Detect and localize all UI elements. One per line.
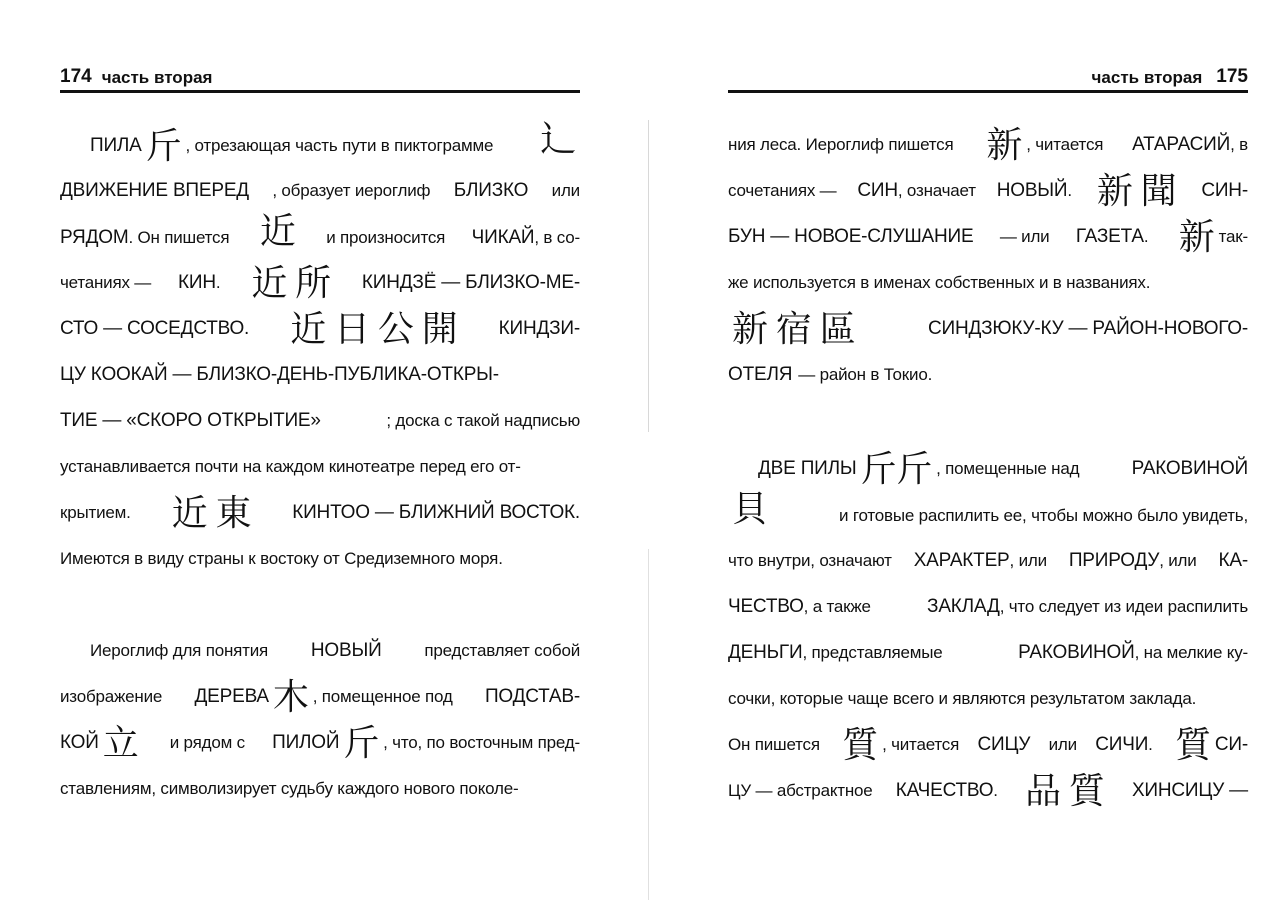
text-line	[60, 766, 580, 812]
text-run: — район в Токио.	[798, 365, 933, 384]
text-line	[60, 260, 580, 306]
term: ПИЛА	[90, 135, 142, 156]
text-run: устанавливается почти на каждом кинотеатре перед его от-	[60, 457, 521, 476]
book-spine	[648, 120, 649, 900]
term: КАЧЕСТВО	[895, 780, 994, 801]
text-run: ЦУ — абстрактное	[728, 781, 873, 800]
text-line	[60, 211, 580, 260]
text-run: четаниях —	[60, 273, 152, 292]
term: ОТЕЛЯ	[728, 364, 793, 385]
kanji: 質	[842, 724, 879, 766]
text-run: , образует иероглиф	[272, 181, 431, 200]
term: КИНДЗЁ — БЛИЗКО-МЕ-	[361, 272, 580, 293]
text-run: , на мелкие ку-	[1134, 643, 1248, 662]
kanji: 斤	[145, 125, 182, 167]
term: ДЕНЬГИ	[728, 642, 803, 663]
term: КИНТОО — БЛИЖНИЙ ВОСТОК.	[292, 502, 580, 523]
text-run: .	[215, 273, 221, 292]
text-line	[60, 628, 580, 674]
text-line	[60, 720, 580, 766]
term: ПОДСТАВ-	[484, 686, 580, 707]
text-line	[728, 584, 1248, 630]
term: БЛИЗКО	[453, 180, 529, 201]
text-line	[728, 768, 1248, 814]
text-run: и произносится	[326, 228, 446, 247]
text-run: , что следует из идеи распилить	[999, 597, 1248, 616]
term: СИНДЗЮКУ-КУ — РАЙОН-НОВОГО-	[927, 318, 1248, 339]
paragraph	[728, 446, 1248, 814]
text-run: , что, по восточным пред-	[383, 733, 580, 752]
term: ХАРАКТЕР	[913, 550, 1010, 571]
text-run: , помещенные над	[936, 459, 1080, 478]
text-run: и готовые распилить ее, чтобы можно было увидеть,	[839, 506, 1248, 525]
text-run: , помещенное под	[312, 687, 453, 706]
term: СИЦУ	[977, 734, 1031, 755]
kanji: 所	[295, 262, 331, 304]
term: РАКОВИНОЙ	[1018, 642, 1135, 663]
kanji: 新	[732, 308, 768, 350]
text-line	[60, 444, 580, 490]
term: СТО — СОСЕДСТВО.	[60, 318, 250, 339]
right-page-header	[728, 66, 1248, 93]
kanji: 近	[290, 308, 327, 350]
term: ДЕРЕВА	[194, 686, 269, 707]
term: КОЙ	[60, 732, 99, 753]
term: ПРИРОДУ	[1068, 550, 1160, 571]
text-run: сочки, которые чаще всего и являются результатом заклада.	[728, 689, 1197, 708]
text-run: , в со-	[534, 228, 580, 247]
text-run: Он пишется	[728, 735, 820, 754]
kanji: 質	[1175, 724, 1211, 766]
term: ПИЛОЙ	[272, 732, 340, 753]
text-run: ния леса. Иероглиф пишется	[728, 135, 954, 154]
term: ГАЗЕТА	[1075, 226, 1144, 247]
kanji: 聞	[1140, 170, 1177, 212]
text-run: . Он пишется	[128, 228, 230, 247]
term: РАКОВИНОЙ	[1131, 458, 1248, 479]
term: БУН — НОВОЕ-СЛУШАНИЕ	[728, 226, 974, 247]
text-run: что внутри, означают	[728, 551, 892, 570]
text-run: .	[1148, 735, 1153, 754]
term: КИН	[178, 272, 216, 293]
text-run: представляет собой	[424, 641, 580, 660]
kanji: 斤斤	[860, 448, 933, 490]
left-page	[60, 0, 580, 903]
kanji: 東	[215, 492, 252, 534]
text-run: сочетаниях —	[728, 181, 837, 200]
text-run: и рядом с	[169, 733, 245, 752]
term: СИ-	[1214, 734, 1248, 755]
left-page-header	[60, 66, 580, 93]
text-run: , читается	[1026, 135, 1104, 154]
kanji: 木	[272, 676, 309, 718]
text-run: — или	[999, 227, 1050, 246]
text-run: крытием.	[60, 503, 131, 522]
text-run: .	[993, 781, 998, 800]
kanji: 近	[171, 492, 208, 534]
kanji: 斤	[343, 722, 380, 764]
text-line	[728, 352, 1248, 398]
text-line	[60, 119, 580, 168]
text-line	[728, 306, 1248, 352]
kanji: 宿	[775, 308, 812, 350]
text-run: , в	[1230, 135, 1248, 154]
term: НОВЫЙ	[310, 640, 382, 661]
paragraph	[60, 628, 580, 812]
term: ДВЕ ПИЛЫ	[758, 458, 857, 479]
kanji: 立	[102, 722, 139, 764]
page-number: 174	[60, 66, 92, 87]
text-run: же используется в именах собственных и в названиях.	[728, 273, 1151, 292]
kanji: 近	[259, 211, 296, 252]
kanji: 新	[1096, 170, 1133, 212]
text-run: так-	[1218, 227, 1248, 246]
kanji: 辶	[540, 119, 576, 160]
text-run: ставлениям, символизирует судьбу каждого нового поколе-	[60, 779, 519, 798]
text-line	[728, 722, 1248, 768]
term: ХИНСИЦУ —	[1131, 780, 1248, 801]
term: СИН-	[1201, 180, 1248, 201]
text-line	[728, 168, 1248, 214]
kanji: 新	[1178, 216, 1215, 258]
text-line	[728, 260, 1248, 306]
right-page	[728, 0, 1248, 903]
term: СИН	[857, 180, 898, 201]
text-line	[60, 536, 580, 582]
term: КА-	[1218, 550, 1248, 571]
text-run: .	[1067, 181, 1072, 200]
term: СИЧИ	[1095, 734, 1149, 755]
term: ТИЕ — «СКОРО ОТКРЫТИЕ»	[60, 410, 321, 431]
page-number: 175	[1216, 66, 1248, 87]
term: ЗАКЛАД	[927, 596, 1000, 617]
kanji: 質	[1068, 770, 1105, 812]
term: ЧИКАЙ	[471, 227, 535, 248]
kanji: 貝	[732, 489, 768, 530]
text-line	[60, 352, 580, 398]
text-run: , означает	[897, 181, 976, 200]
text-run: , представляемые	[802, 643, 943, 662]
paragraph	[728, 122, 1248, 398]
text-line	[728, 538, 1248, 584]
text-run: , читается	[882, 735, 960, 754]
term: РЯДОМ	[60, 227, 129, 248]
running-title: часть вторая	[101, 68, 213, 87]
text-line	[728, 122, 1248, 168]
text-line	[60, 490, 580, 536]
text-run: , а также	[803, 597, 871, 616]
kanji: 新	[986, 124, 1023, 166]
term: ДВИЖЕНИЕ ВПЕРЕД	[60, 180, 249, 201]
text-line	[728, 214, 1248, 260]
kanji: 近	[251, 262, 288, 304]
paragraph	[60, 119, 580, 582]
term: АТАРАСИЙ	[1132, 134, 1231, 155]
text-line	[728, 630, 1248, 676]
running-title: часть вторая	[1091, 68, 1203, 87]
text-run: .	[1143, 227, 1149, 246]
text-line	[60, 674, 580, 720]
text-run: ; доска с такой надписью	[386, 411, 580, 430]
term: НОВЫЙ	[996, 180, 1068, 201]
kanji: 開	[421, 308, 458, 350]
text-run: , или	[1009, 551, 1047, 570]
text-run: или	[1048, 735, 1077, 754]
text-line	[60, 398, 580, 444]
text-line	[728, 489, 1248, 538]
term: КИНДЗИ-	[498, 318, 580, 339]
term: ЦУ КООКАЙ — БЛИЗКО-ДЕНЬ-ПУБЛИКА-ОТКРЫ-	[60, 364, 499, 385]
text-run: изображение	[60, 687, 163, 706]
kanji: 品	[1025, 770, 1061, 812]
text-run: , или	[1159, 551, 1197, 570]
text-run: Иероглиф для понятия	[90, 641, 269, 660]
text-run: , отрезающая часть пути в пиктограмме	[185, 136, 494, 155]
kanji: 日	[334, 308, 370, 350]
text-line	[728, 676, 1248, 722]
kanji: 區	[819, 308, 856, 350]
term: ЧЕСТВО	[728, 596, 804, 617]
text-line	[60, 168, 580, 214]
text-run: Имеются в виду страны к востоку от Средиземного моря.	[60, 549, 503, 568]
text-run: или	[551, 181, 580, 200]
kanji: 公	[377, 308, 414, 350]
text-line	[728, 446, 1248, 492]
text-line	[60, 306, 580, 352]
